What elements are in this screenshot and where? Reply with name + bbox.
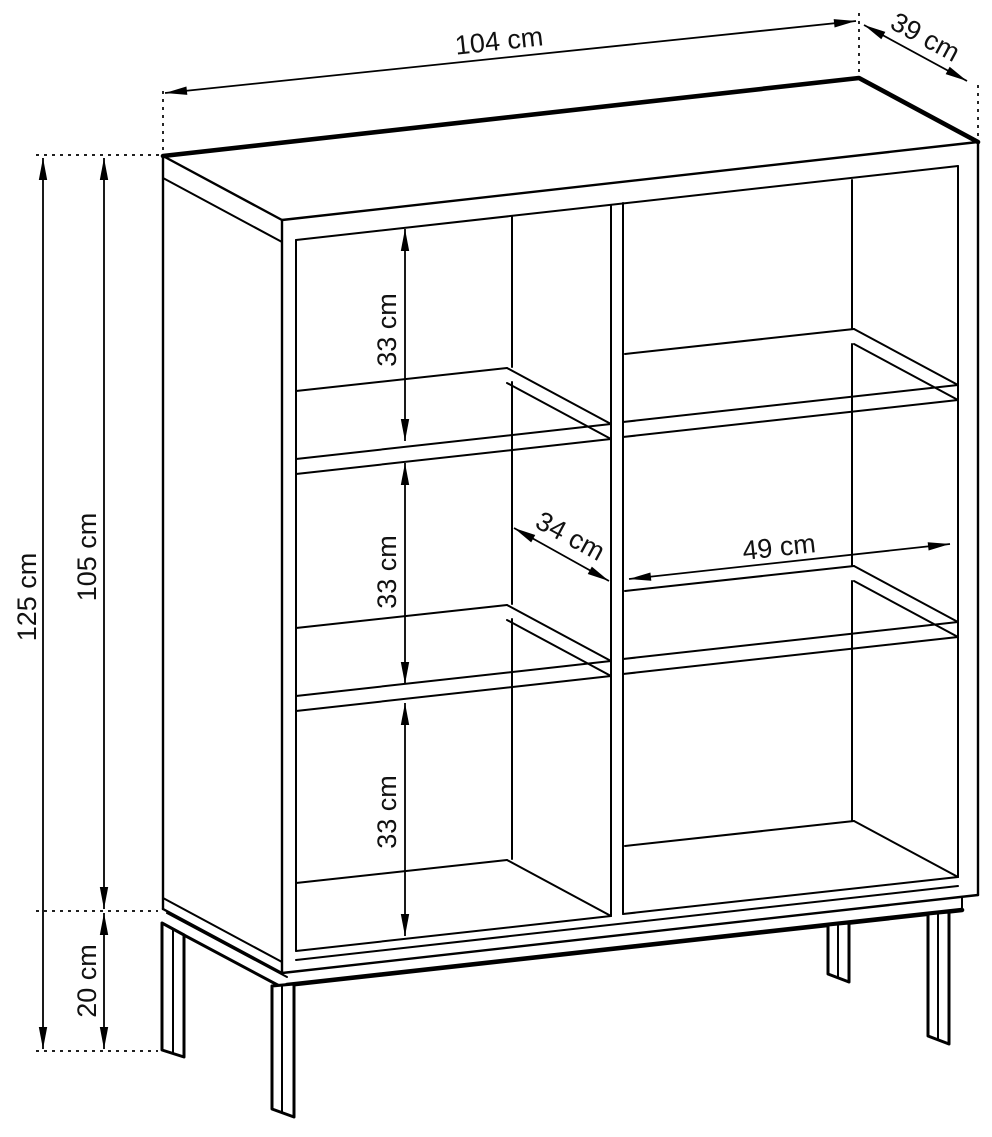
- label-leg-height: 20 cm: [72, 944, 102, 1018]
- label-total-height: 125 cm: [12, 552, 42, 642]
- dimension-top-depth: [864, 6, 967, 81]
- center-divider: [512, 203, 623, 916]
- dimension-compartment-top: [372, 229, 405, 441]
- dimension-right-bay-width: [629, 528, 950, 579]
- dimension-body-height: [72, 158, 104, 909]
- label-body-height: 105 cm: [72, 512, 102, 602]
- label-top-depth: 39 cm: [885, 6, 965, 68]
- dimension-top-width: [165, 21, 856, 93]
- cabinet-top-face: [163, 78, 978, 220]
- cabinet-left-side-face: [163, 156, 282, 973]
- left-bay-shelves: [296, 368, 611, 951]
- label-right-bay-width: 49 cm: [740, 528, 818, 566]
- label-compartment-middle: 33 cm: [372, 535, 402, 609]
- extension-lines: [36, 12, 978, 1051]
- label-compartment-bottom: 33 cm: [372, 775, 402, 849]
- dimension-compartment-bottom: [372, 703, 405, 936]
- dimension-compartment-middle: [372, 463, 405, 684]
- label-inner-depth: 34 cm: [530, 505, 610, 567]
- dimension-leg-height: [72, 913, 104, 1049]
- dimension-total-height: [12, 158, 43, 1049]
- label-compartment-top: 33 cm: [372, 293, 402, 367]
- right-bay-shelves: [623, 329, 958, 914]
- dimension-inner-depth: [514, 505, 610, 581]
- label-top-width: 104 cm: [453, 21, 545, 61]
